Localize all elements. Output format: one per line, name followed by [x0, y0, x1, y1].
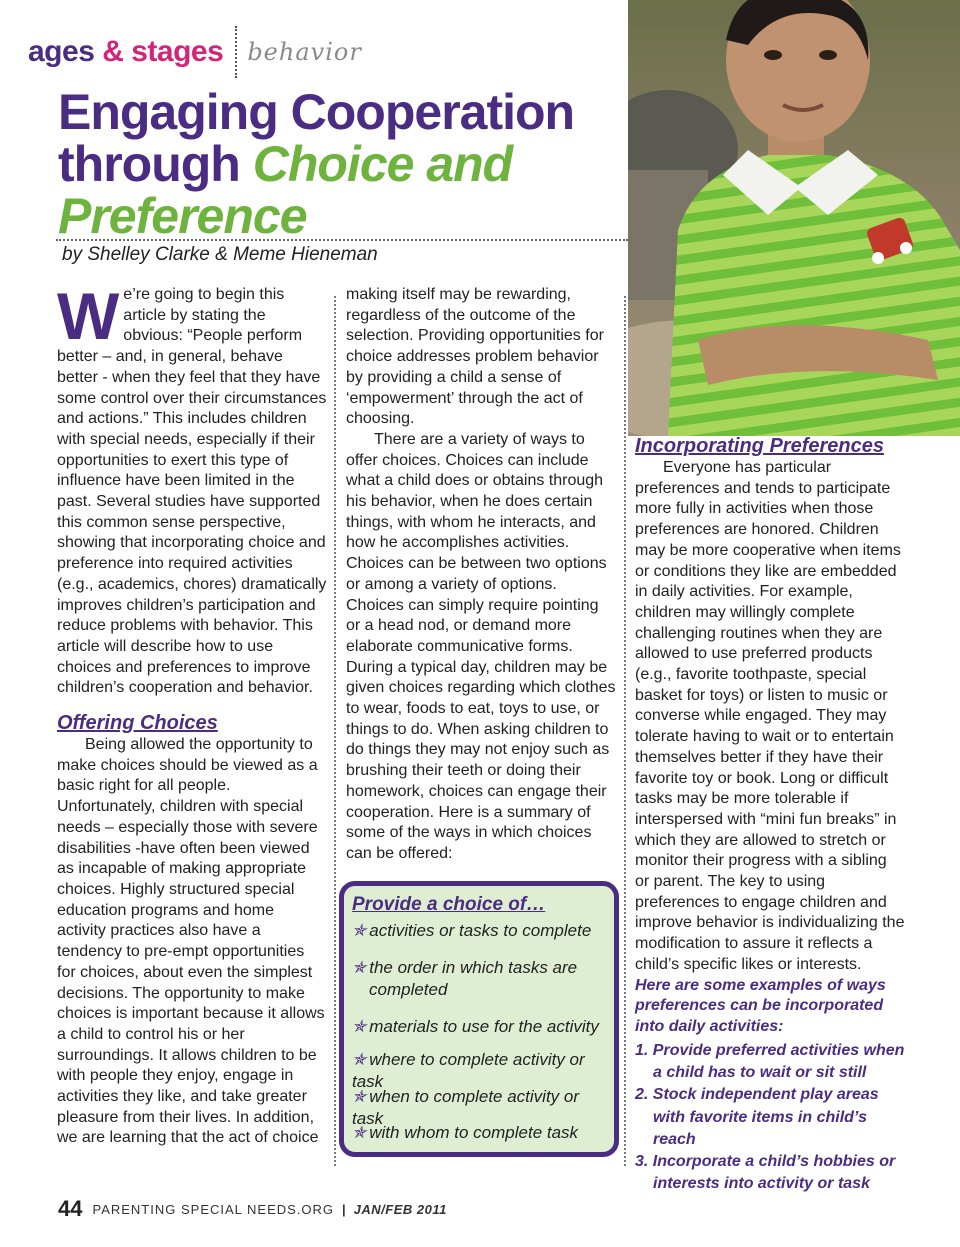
column-divider [334, 296, 336, 1166]
choice-sidebar-box [339, 881, 619, 1157]
choice-box-title: Provide a choice of… [352, 894, 546, 915]
byline: by Shelley Clarke & Meme Hieneman [62, 244, 378, 265]
issue-date: JAN/FEB 2011 [353, 1201, 447, 1217]
footer-separator: | [342, 1201, 346, 1217]
choice-item: ✯ materials to use for the activity [352, 1017, 599, 1036]
choice-item: ✯ the order in which tasks are completed [352, 958, 578, 999]
examples-list [635, 1040, 905, 1196]
choice-item: ✯ when to complete activity or task [352, 1087, 580, 1128]
article-column-2 [346, 285, 616, 865]
list-item: 3. Incorporate a child’s hobbies or interests into activity or task [635, 1153, 896, 1193]
section-tag [28, 28, 362, 76]
article-column-3 [635, 434, 905, 1196]
section-divider [235, 26, 237, 78]
examples-intro: Here are some examples of ways preferences can be incorporated into daily activities: [635, 976, 886, 1035]
choice-item: ✯ with whom to complete task [352, 1123, 579, 1142]
paragraph: There are a variety of ways to offer choices. Choices can include what a child does or obtains through his behavior, when he does certain things, with whom he interacts, and how he accomplishes activities. Choices can be between two options or among a variety of options. Choices can simply require pointing or a head nod, or demand more elaborate communicative forms. During a typical day, children may be given choices regarding which clothes to wear, foods to eat, toys to use, or things to do. When asking children to do things they may not enjoy such as brushing their teeth or doing their homework, choices can engage their cooperation. Here is a summary of some of the ways in which choices can be offered: [346, 430, 616, 862]
star-icon: ✯ [352, 1087, 367, 1106]
list-item: 1. Provide preferred activities when a child has to wait or sit still [635, 1041, 905, 1081]
column-divider [624, 296, 626, 1166]
article-column-1 [57, 279, 327, 1149]
page-footer [58, 1196, 447, 1222]
section-label: ages & stages [28, 35, 224, 68]
star-icon: ✯ [352, 1050, 367, 1069]
paragraph: Being allowed the opportunity to make choices should be viewed as a basic right for all people. Unfortunately, children with special needs – especially those with severe disabilities -have often been viewed as incapable of making appropriate choices. Highly structured special education programs and home activity practices also have a tendency to pre-empt opportunities for choices, about even the simplest decisions. The opportunity to make choices is important because it allows a child to control his or her surroundings. It allows children to be with people they enjoy, engage in activities they like, and take greater pleasure from their lives. In addition, we are learning that the act of choice [57, 736, 325, 1147]
magazine-name: PARENTING SPECIAL NEEDS.ORG [92, 1201, 335, 1217]
star-icon: ✯ [352, 1017, 367, 1036]
intro-paragraph: We’re going to begin this article by stating the obvious: “People perform better – and, in general, behave better - when they feel that they have some control over their circumstances and actions.” This includes children with special needs, especially if their opportunities to exert this type of influence have been limited in the past. Several studies have supported this common sense perspective, showing that incorporating choice and preference into required activities (e.g., academics, chores) dramatically improves children’s participation and reduce problems with behavior. This article will describe how to use choices and preferences to improve children’s cooperation and behavior. [57, 279, 327, 697]
article-title: Engaging Cooperation through Choice and Preference [58, 84, 575, 244]
star-icon: ✯ [352, 1123, 367, 1142]
paragraph: Everyone has particular preferences and tends to participate more fully in activities when those preferences are honored. Children may be more cooperative when items or conditions they like are embedded in daily activities. For example, children may willingly complete challenging routines when they are allowed to use preferred products (e.g., favorite toothpaste, special basket for toys) or listen to music or converse while engaged. They may tolerate having to wait or to entertain themselves better if they have their favorite toy or book. Long or difficult tasks may be more tolerable if interspersed with “mini fun breaks” in which they are allowed to stretch or monitor their progress with a sibling or parent. The key to using preferences to engage children and improve behavior is individualizing the modification to assure it reflects a child’s specific likes or interests. [635, 459, 905, 973]
section-heading-offering-choices: Offering Choices [57, 712, 218, 735]
child-photo [628, 0, 960, 436]
paragraph: making itself may be rewarding, regardless of the outcome of the selection. Providing opportunities for choice addresses problem behavior by providing a child a sense of ‘empowerment’ through the act of choosing. [346, 286, 604, 428]
title-rule [56, 239, 628, 241]
list-item: 2. Stock independent play areas with favorite items in child’s reach [635, 1086, 879, 1148]
star-icon: ✯ [352, 921, 367, 940]
section-heading-incorporating-preferences: Incorporating Preferences [635, 435, 884, 457]
choice-item: ✯ activities or tasks to complete [352, 921, 592, 940]
category-label: behavior [247, 38, 362, 66]
child-photo-illustration [628, 0, 960, 436]
choice-item: ✯ where to complete activity or task [352, 1050, 585, 1091]
star-icon: ✯ [352, 958, 367, 977]
drop-cap: W [57, 279, 120, 353]
page-number: 44 [58, 1196, 83, 1221]
